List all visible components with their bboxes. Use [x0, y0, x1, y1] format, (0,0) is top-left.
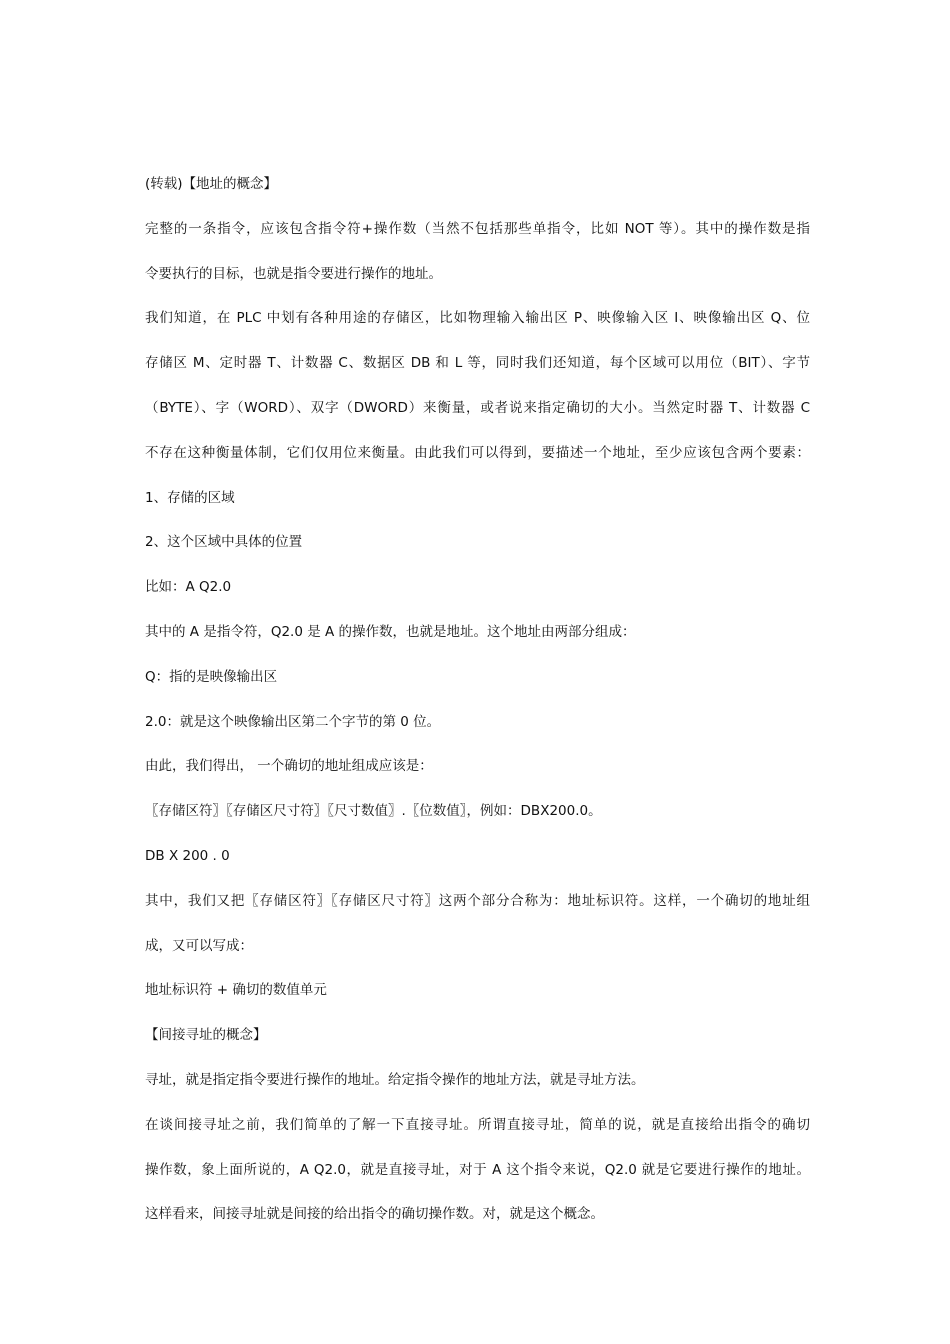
section-heading-indirect-addressing: 【间接寻址的概念】 — [145, 1027, 267, 1044]
paragraph-line: （BYTE）、字（WORD）、双字（DWORD）来衡量，或者说来指定确切的大小。当然定时器 T、计数器 C — [145, 399, 810, 416]
paragraph-line: Q：指的是映像输出区 — [145, 668, 278, 685]
paragraph-line: 这样看来，间接寻址就是间接的给出指令的确切操作数。对，就是这个概念。 — [145, 1206, 604, 1223]
paragraph-line: 2.0：就是这个映像输出区第二个字节的第 0 位。 — [145, 713, 441, 730]
paragraph-line: 地址标识符 + 确切的数值单元 — [145, 982, 327, 999]
paragraph-line: 寻址，就是指定指令要进行操作的地址。给定指令操作的地址方法，就是寻址方法。 — [145, 1071, 645, 1088]
section-heading-address-concept: (转载)【地址的概念】 — [145, 176, 278, 192]
paragraph-line: 其中，我们又把〖存储区符〗〖存储区尺寸符〗这两个部分合称为：地址标识符。这样，一个确切的地址组 — [145, 892, 810, 909]
paragraph-line: 由此，我们得出， 一个确切的地址组成应该是： — [145, 758, 433, 775]
example-line: 比如：A Q2.0 — [145, 579, 232, 596]
paragraph-line: 在谈间接寻址之前，我们简单的了解一下直接寻址。所谓直接寻址，简单的说，就是直接给出指令的确切 — [145, 1116, 810, 1133]
paragraph-line: 存储区 M、定时器 T、计数器 C、数据区 DB 和 L 等，同时我们还知道，每个区域可以用位（BIT）、字节 — [145, 355, 810, 372]
paragraph-line: 成，又可以写成： — [145, 937, 253, 954]
document-body — [145, 173, 810, 1248]
example-line: DB X 200 . 0 — [145, 847, 230, 864]
paragraph-line: 令要执行的目标，也就是指令要进行操作的地址。 — [145, 265, 442, 282]
paragraph-line: 操作数，象上面所说的，A Q2.0，就是直接寻址，对于 A 这个指令来说，Q2.0 就是它要进行操作的地址。 — [145, 1161, 810, 1178]
paragraph-line: 完整的一条指令，应该包含指令符+操作数（当然不包括那些单指令，比如 NOT 等）。其中的操作数是指 — [145, 220, 810, 237]
list-item: 1、存储的区域 — [145, 489, 235, 506]
paragraph-line: 其中的 A 是指令符，Q2.0 是 A 的操作数，也就是地址。这个地址由两部分组成： — [145, 623, 636, 640]
list-item: 2、这个区域中具体的位置 — [145, 534, 303, 551]
paragraph-line: 我们知道，在 PLC 中划有各种用途的存储区，比如物理输入输出区 P、映像输入区 I、映像输出区 Q、位 — [145, 310, 810, 327]
paragraph-line: 〖存储区符〗〖存储区尺寸符〗〖尺寸数值〗.〖位数值〗，例如：DBX200.0。 — [145, 803, 602, 820]
paragraph-line: 不存在这种衡量体制，它们仅用位来衡量。由此我们可以得到，要描述一个地址，至少应该包含两个要素： — [145, 444, 810, 461]
